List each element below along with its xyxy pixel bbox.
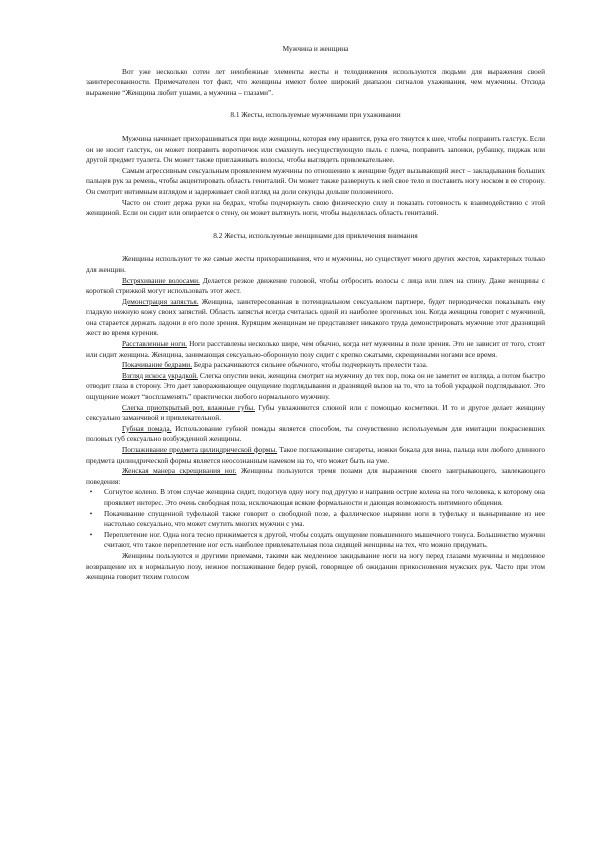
bullet-icon: • — [89, 508, 93, 518]
gesture-term: Покачивание бедрами. — [122, 360, 193, 370]
list-item — [86, 487, 545, 508]
gesture-text: Бедра раскачиваются сильнее обычного, чтобы подчеркнуть прелести таза. — [192, 360, 428, 370]
gesture-text: Женщина, заинтересованная в потенциальном сексуальном партнере, будет периодически показывать ему гладкую нежную кожу своих запястий. Область запястья всегда считалась одной из наиболее эрогенных зон. Когда женщина говорит с мужчиной, она старается держать ладони в его поле зрения. Курящим женщинам не представляет никакого труда демонстрировать мужчине этот дразнящий жест во время курения. — [86, 296, 545, 338]
list-item-text: Покачивание спущенной туфелькой также говорит о свободной позе, а фаллическое нырянии ноги в туфельку и выныривание из нее настолько сексуально, что может смутить многих мужчин с ума. — [104, 508, 545, 529]
gesture-item — [86, 445, 545, 466]
gesture-term: Расставленные ноги. — [122, 339, 187, 349]
gesture-item — [86, 371, 545, 403]
list-item-text: Согнутое колено. В этом случае женщина сидит, подогнув одну ногу под другую и направив острие колена на того человека, к которому она проявляет интерес. Это очень свободная поза, исключающая всякие формальности и дающая возможность интимного общения. — [104, 487, 545, 507]
gesture-item — [86, 360, 545, 371]
gesture-term: Взгляд искоса украдкой. — [122, 370, 198, 380]
gesture-text: Такое поглаживание сигареты, ножки бокала для вина, пальца или любого длинного предмета цилиндрической формы является неосознанным намеком на то, что может быть на уме. — [86, 445, 545, 465]
gesture-item — [86, 403, 545, 424]
gesture-item — [86, 339, 545, 360]
gesture-item — [86, 466, 545, 487]
gesture-text: Использование губной помады является способом, ты сочувственно используемым для имитации покрасневших половых губ сексуально возбужденной женщины. — [86, 423, 546, 444]
gesture-term: Женская манера скрещивания ног. — [122, 466, 237, 476]
gesture-item — [86, 276, 545, 297]
gesture-text: Слегка опустив веки, женщина смотрит на мужчину до тех пор, пока он не заметит ее взгляда, а потом быстро отводит глаза в сторону. Это дает завораживающее ощущение подглядывания и дразнящей вызов на то, что за тобой украдкой подглядывают. Это ощущение может “воспламенять” практически любого нормального мужчину. — [86, 370, 545, 402]
gesture-term: Демонстрация запястья. — [122, 296, 199, 306]
bullet-icon: • — [89, 487, 93, 497]
gesture-term: Губная помада. — [122, 423, 172, 433]
leg-crossing-list — [86, 487, 545, 551]
gesture-term: Слегка приоткрытый рот, влажные губы. — [122, 402, 256, 412]
paragraph: Часто он стоит держа руки на бедрах, чтобы подчеркнуть свою физическую силу и показать готовность к взаимодействию с этой женщиной. Если он сидит или опирается о стену, он может вытянуть ноги, чтобы выделялась область гениталий. — [86, 197, 545, 218]
paragraph: Мужчина начинает прихорашиваться при виде женщины, которая ему нравится, рука его тянутся к шее, чтобы поправить галстук. Если он не носит галстук, он может поправить воротничок или смахнуть несуществующую пыль с плеча, поправить запонки, рубашку, пиджак или другой предмет туалета. Он может также приглаживать волосы, чтобы выглядеть привлекательнее. — [86, 133, 545, 165]
closing-paragraph: Женщины пользуются и другими приемами, такими как медленное закидывание ноги на ногу перед глазами мужчины и медленное возвращение их в нормальную позу, нежное поглаживание бедер рукой, говорящее об ожидании прикосновения мужских рук. Часто при этом женщина говорит тихим голосом — [86, 550, 545, 582]
section-heading-2: 8.2 Жесты, используемые женщинами для привлечения внимания — [213, 230, 418, 240]
gesture-item — [86, 424, 545, 445]
intro-paragraph: Вот уже несколько сотен лет неизбежные элементы жесты и телодвижения используются людьми для выражения своей заинтересованности. Примечателен тот факт, что женщины имеют более широкий диапазон сигналов ухаживания, чем мужчины. Отсюда выражение “Женщина любит ушами, а мужчина – глазами”. — [86, 66, 545, 97]
list-item-text: Переплетение ног. Одна нога тесно прижимается к другой, чтобы создать ощущение повышенного мышечного тонуса. Большинство мужчин считают, что такое переплетение ног есть наиболее привлекательная поза сидящей женщины на тех, что можно придумать. — [104, 529, 545, 550]
gesture-text: Губы увлажняются слюной или с помощью косметики. И то и другое делает женщину сексуально заманчивой и привлекательной. — [86, 402, 545, 423]
list-item — [86, 530, 545, 551]
gesture-text: Делается резкое движение головой, чтобы отбросить волосы с лица или плеч на спину. Даже женщины с короткой стрижкой могут использовать этот жест. — [86, 275, 545, 296]
gesture-text: Женщины пользуются тремя позами для выражения своего заигрывающего, завлекающего поведения: — [86, 466, 545, 486]
list-item — [86, 509, 545, 530]
gesture-item — [86, 297, 545, 339]
bullet-icon: • — [89, 529, 93, 539]
paragraph: Женщины используют те же самые жесты прихорашивания, что и мужчины, но существует много других жестов, характерных только для женщин. — [86, 254, 545, 274]
gesture-term: Встряхивание волосами. — [122, 275, 200, 285]
section-heading-1: 8.1 Жесты, используемые мужчинами при ухаживании — [230, 110, 401, 120]
gesture-text: Ноги расставлены несколько шире, чем обычно, когда нет мужчины в поле зрения. Это не зависит от того, стоит или сидит женщина. Женщина, занимающая сексуально-оборонную позу сидит с крепко сжатыми, скрещенными ногами все время. — [86, 339, 545, 359]
page-title: Мужчина и женщина — [282, 44, 349, 53]
gesture-term: Поглаживание предмета цилиндрической формы. — [122, 445, 278, 454]
paragraph: Самым агрессивным сексуальным проявлением мужчины по отношению к женщине будет вызывающий жест – закладывания больших пальцев рук за ремень, чтобы акцентировать область гениталий. Он может также развернуть к ней свое тело и поставить ногу носком в ее сторону. Он смотрит интимным взглядом и задерживает свой взгляд на доли секунды дольше положенного. — [86, 165, 545, 196]
